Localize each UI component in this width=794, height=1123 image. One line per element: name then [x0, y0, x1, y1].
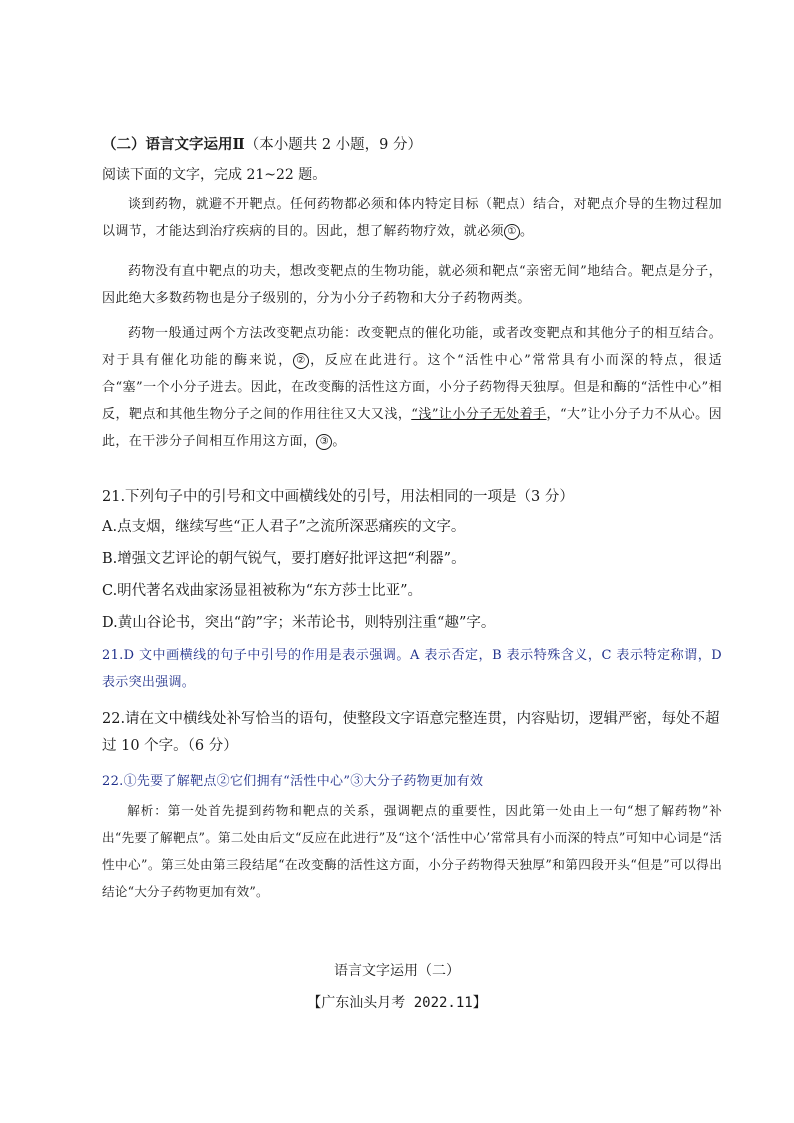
question-21-option-c: C.明代著名戏曲家汤显祖被称为“东方莎士比亚”。: [102, 583, 423, 599]
question-21-option-d: D.黄山谷论书，突出“韵”字；米芾论书，则特别注重“趣”字。: [102, 615, 496, 631]
instructions: 阅读下面的文字，完成 21~22 题。: [102, 167, 327, 183]
paragraph-text: 药物一般通过两个方法改变靶点功能：改变靶点的催化功能，或者改变靶点和其他分子的相互结合。对于具有催化功能的酶来说，: [102, 326, 722, 368]
passage-paragraph-2: 药物没有直中靶点的功夫，想改变靶点的生物功能，就必须和靶点“亲密无间”地结合。靶点是分子，因此绝大多数药物也是分子级别的，分为小分子药物和大分子药物两类。: [102, 264, 722, 306]
paragraph-text: 。: [332, 434, 346, 449]
question-22-explanation: 解析：第一处首先提到药物和靶点的关系，强调靶点的重要性，因此第一处由上一句“想了解药物”补出“先要了解靶点”。第二处由后文“反应在此进行”及“这个‘活性中心’常常具有小而深的特点”可知中心词是“活性中心”。第三处由第三段结尾“在改变酶的活性这方面，小分子药物得天独厚”和第四段开头“但是”可以得出结论“大分子药物更加有效”。: [102, 803, 722, 899]
paragraph-text: 谈到药物，就避不开靶点。任何药物都必须和体内特定目标（靶点）结合，对靶点介导的生物过程加以调节，才能达到治疗疾病的目的。因此，想了解药物疗效，就必须: [102, 197, 722, 239]
paragraph-text: ，反应在此进行。这个“活性中心”常常具有小而深的特点，很适合“塞”一个小分子进去。因此，在改变酶的活性这方面，小分子药物得天独厚。但是和酶的“活性中心”相反，靶点和其他生物分子之间的作用往往又大又浅，: [102, 353, 722, 422]
paragraph-text: ，“大”让小分子力不从心。因此，在干涉分子间相互作用这方面，: [102, 407, 722, 449]
blank-marker-2: ②: [293, 353, 309, 369]
blank-marker-3: ③: [316, 434, 332, 450]
passage-paragraph-3: [102, 320, 722, 455]
section-title: （二）语言文字运用Ⅱ: [102, 136, 245, 153]
question-21-answer: 21.D 文中画横线的句子中引号的作用是表示强调。A 表示否定，B 表示特殊含义，C 表示特定称谓，D 表示突出强调。: [102, 648, 722, 690]
question-21-option-a: A.点支烟，继续写些“正人君子”之流所深恶痛疾的文字。: [102, 519, 466, 535]
paragraph-text: 。: [520, 224, 534, 239]
footer-source: 【广东汕头月考 2022.11】: [307, 995, 487, 1011]
question-22-answer: 22.①先要了解靶点②它们拥有“活性中心”③大分子药物更加有效: [102, 774, 484, 789]
blank-marker-1: ①: [504, 224, 520, 240]
question-22-stem: 22.请在文中横线处补写恰当的语句，使整段文字语意完整连贯，内容贴切，逻辑严密，每处不超过 10 个字。（6 分）: [102, 711, 720, 754]
footer-title: 语言文字运用（二）: [334, 963, 460, 979]
section-meta: （本小题共 2 小题，9 分）: [244, 137, 423, 153]
question-21-option-b: B.增强文艺评论的朝气锐气，要打磨好批评这把“利器”。: [102, 551, 466, 567]
passage-paragraph-1: [102, 191, 722, 245]
underlined-sentence: “浅”让小分子无处着手: [411, 407, 547, 422]
question-21-stem: 21.下列句子中的引号和文中画横线处的引号，用法相同的一项是（3 分）: [102, 489, 574, 505]
section-heading: [102, 133, 422, 154]
